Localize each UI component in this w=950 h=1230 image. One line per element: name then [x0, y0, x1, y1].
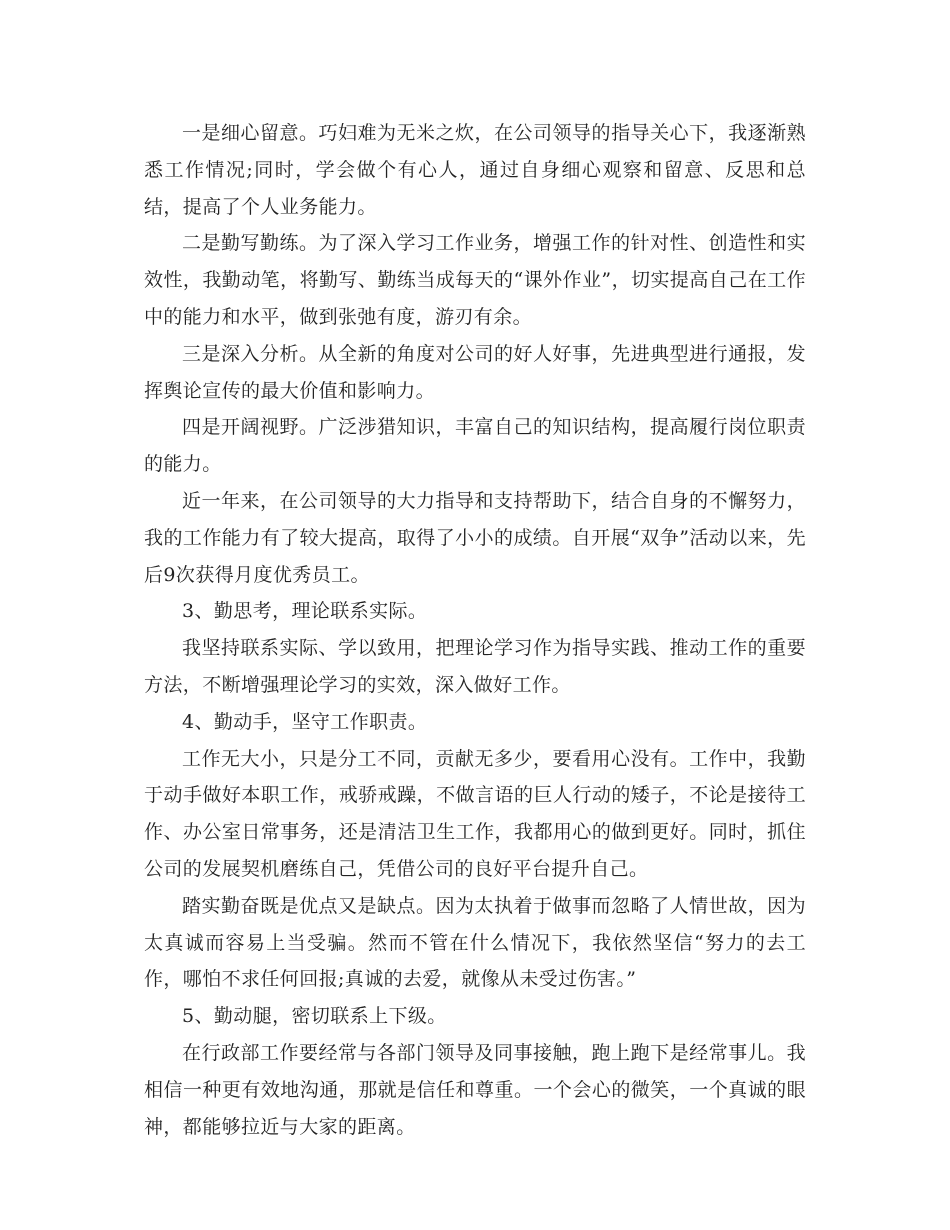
paragraph-writing-practice: 二是勤写勤练。为了深入学习工作业务，增强工作的针对性、创造性和实效性，我勤动笔，将勤写、勤练当成每天的“课外作业”，切实提高自己在工作中的能力和水平，做到张弛有度，游刃有余。	[144, 232, 806, 328]
section-heading-hands-on: 4、勤动手，坚守工作职责。	[182, 710, 428, 733]
paragraph-detail-care: 一是细心留意。巧妇难为无米之炊，在公司领导的指导关心下，我逐渐熟悉工作情况;同时，学会做个有心人，通过自身细心观察和留意、反思和总结，提高了个人业务能力。	[144, 122, 806, 218]
paragraph-work-duty: 工作无大小，只是分工不同，贡献无多少，要看用心没有。工作中，我勤于动手做好本职工作，戒骄戒躁，不做言语的巨人行动的矮子，不论是接待工作、办公室日常事务，还是清洁卫生工作，我都用心的做到更好。同时，抓住公司的发展契机磨练自己，凭借公司的良好平台提升自己。	[144, 747, 806, 880]
paragraph-year-summary: 近一年来，在公司领导的大力指导和支持帮助下，结合自身的不懈努力，我的工作能力有了较大提高，取得了小小的成绩。自开展“双争”活动以来，先后9次获得月度优秀员工。	[144, 489, 806, 586]
section-heading-communication: 5、勤动腿，密切联系上下级。	[182, 1005, 447, 1028]
paragraph-theory-practice: 我坚持联系实际、学以致用，把理论学习作为指导实践、推动工作的重要方法，不断增强理论学习的实效，深入做好工作。	[144, 637, 806, 696]
paragraph-trust-respect: 在行政部工作要经常与各部门领导及同事接触，跑上跑下是经常事儿。我相信一种更有效地沟通，那就是信任和尊重。一个会心的微笑，一个真诚的眼神，都能够拉近与大家的距离。	[144, 1041, 806, 1138]
paragraph-diligence: 踏实勤奋既是优点又是缺点。因为太执着于做事而忽略了人情世故，因为太真诚而容易上当受骗。然而不管在什么情况下，我依然坚信“努力的去工作，哪怕不求任何回报;真诚的去爱，就像从未受过伤害。”	[144, 894, 806, 991]
document-body	[144, 115, 806, 1145]
section-heading-think: 3、勤思考，理论联系实际。	[182, 600, 428, 623]
paragraph-analysis: 三是深入分析。从全新的角度对公司的好人好事，先进典型进行通报，发挥舆论宣传的最大价值和影响力。	[144, 342, 806, 402]
paragraph-broaden-view: 四是开阔视野。广泛涉猎知识，丰富自己的知识结构，提高履行岗位职责的能力。	[144, 416, 806, 476]
